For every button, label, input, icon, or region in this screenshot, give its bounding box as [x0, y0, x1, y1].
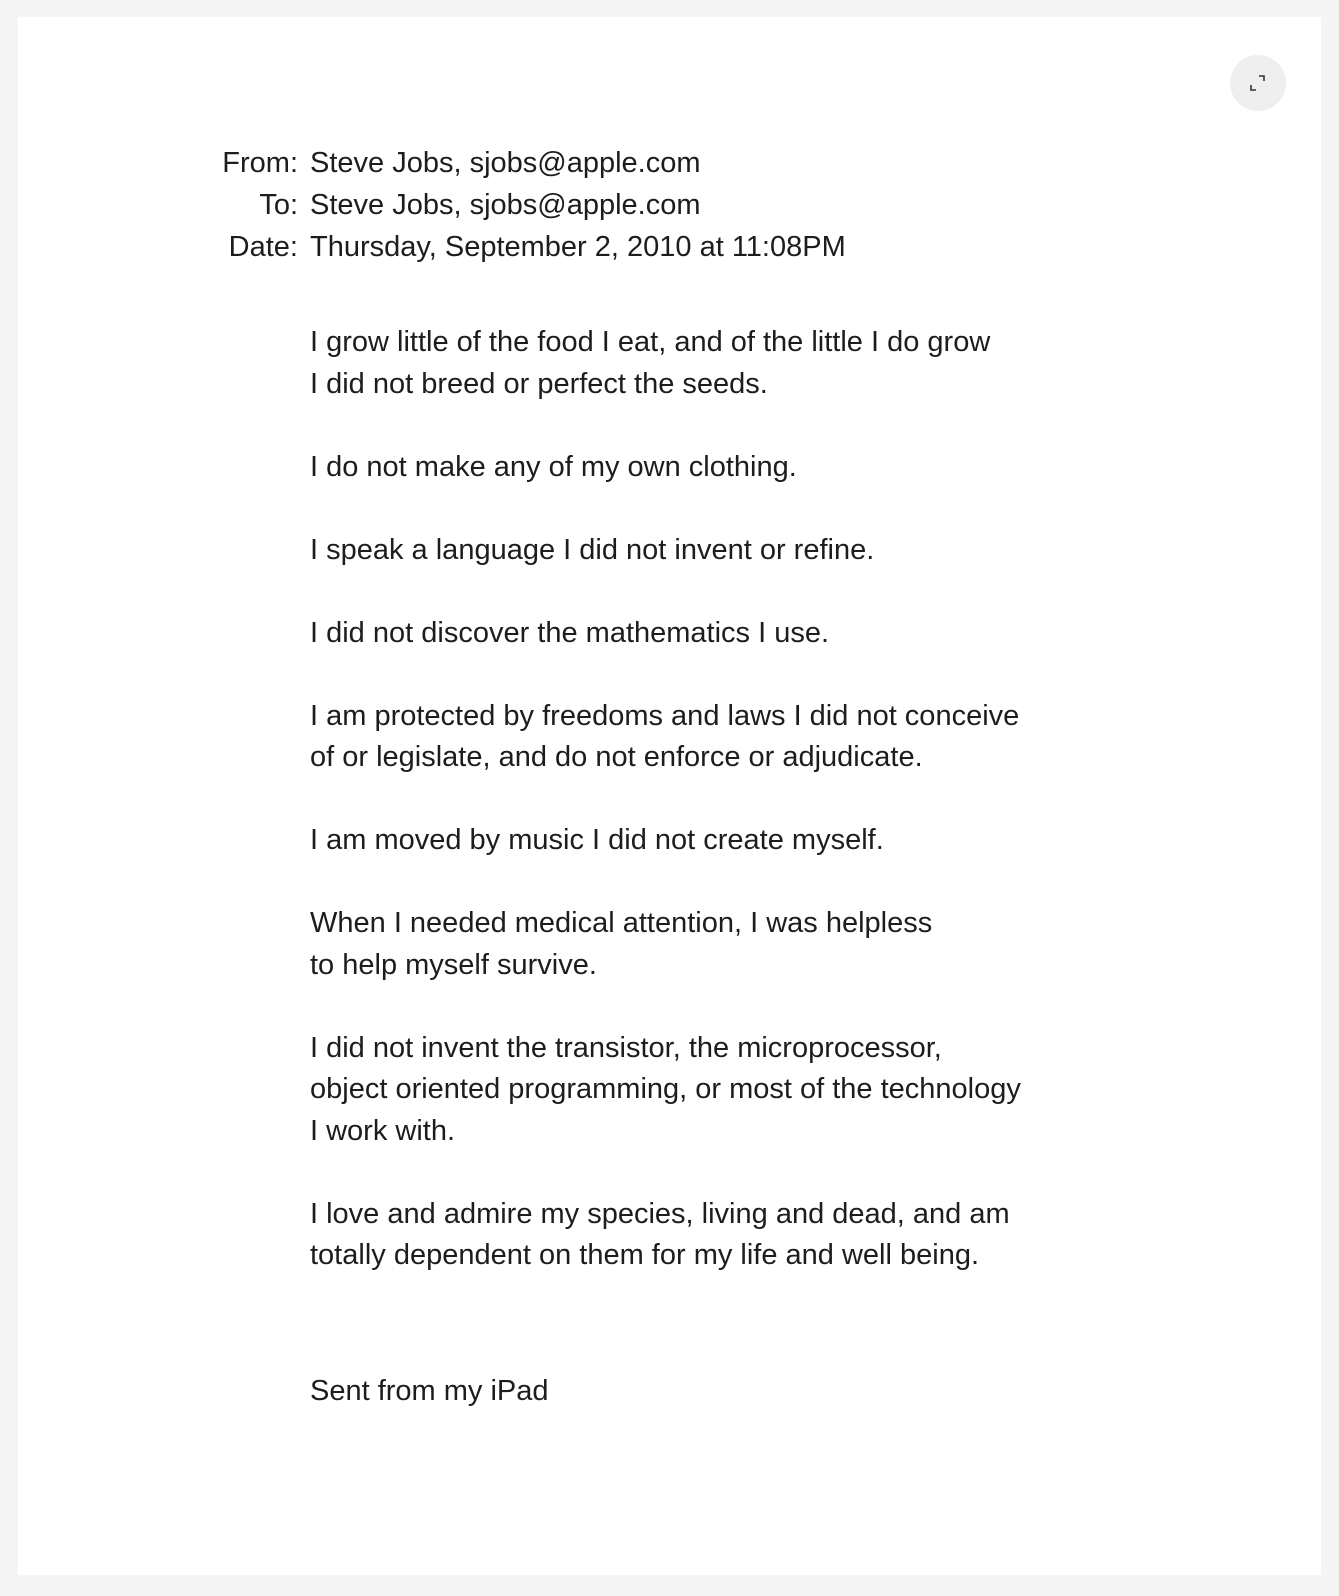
- paragraph-line: I am moved by music I did not create myself.: [310, 824, 884, 856]
- paragraph: [310, 1028, 1210, 1153]
- paragraph-line: I work with.: [310, 1114, 456, 1147]
- paragraph-line: I did not breed or perfect the seeds.: [310, 367, 768, 400]
- expand-button[interactable]: [1230, 55, 1286, 111]
- email-signature: Sent from my iPad: [310, 1375, 549, 1407]
- header-to: [18, 184, 1321, 226]
- header-from-value: Steve Jobs, sjobs@apple.com: [310, 147, 701, 179]
- header-date: [18, 226, 1321, 268]
- paragraph: [310, 1194, 1210, 1277]
- paragraph: [310, 903, 1210, 986]
- header-from-label: From:: [222, 147, 298, 179]
- paragraph: [310, 530, 1210, 572]
- expand-icon: [1248, 73, 1268, 93]
- paragraph-line: I grow little of the food I eat, and of the little I do grow: [310, 326, 991, 358]
- email-card: [18, 17, 1321, 1575]
- paragraph-line: I am protected by freedoms and laws I did not conceive: [310, 699, 1020, 732]
- paragraph-line: When I needed medical attention, I was helpless: [310, 907, 933, 939]
- paragraph: [310, 696, 1210, 779]
- paragraph-line: I did not discover the mathematics I use.: [310, 616, 830, 649]
- paragraph-line: I speak a language I did not invent or refine.: [310, 533, 875, 566]
- header-to-value: Steve Jobs, sjobs@apple.com: [310, 189, 701, 221]
- paragraph-line: I love and admire my species, living and dead, and am: [310, 1197, 1010, 1230]
- paragraph-line: of or legislate, and do not enforce or adjudicate.: [310, 741, 923, 773]
- email-body: [310, 322, 1210, 1318]
- paragraph: [310, 613, 1210, 655]
- paragraph-line: totally dependent on them for my life and well being.: [310, 1239, 980, 1271]
- paragraph-line: object oriented programming, or most of the technology: [310, 1073, 1021, 1105]
- paragraph: [310, 820, 1210, 862]
- header-date-value: Thursday, September 2, 2010 at 11:08PM: [310, 231, 846, 263]
- paragraph: [310, 322, 1210, 405]
- email-headers: [18, 142, 1321, 268]
- paragraph-line: I did not invent the transistor, the microprocessor,: [310, 1031, 942, 1064]
- header-from: [18, 142, 1321, 184]
- header-date-label: Date:: [228, 231, 298, 263]
- paragraph-line: I do not make any of my own clothing.: [310, 450, 797, 483]
- header-to-label: To:: [259, 189, 298, 221]
- paragraph: [310, 447, 1210, 489]
- paragraph-line: to help myself survive.: [310, 948, 597, 981]
